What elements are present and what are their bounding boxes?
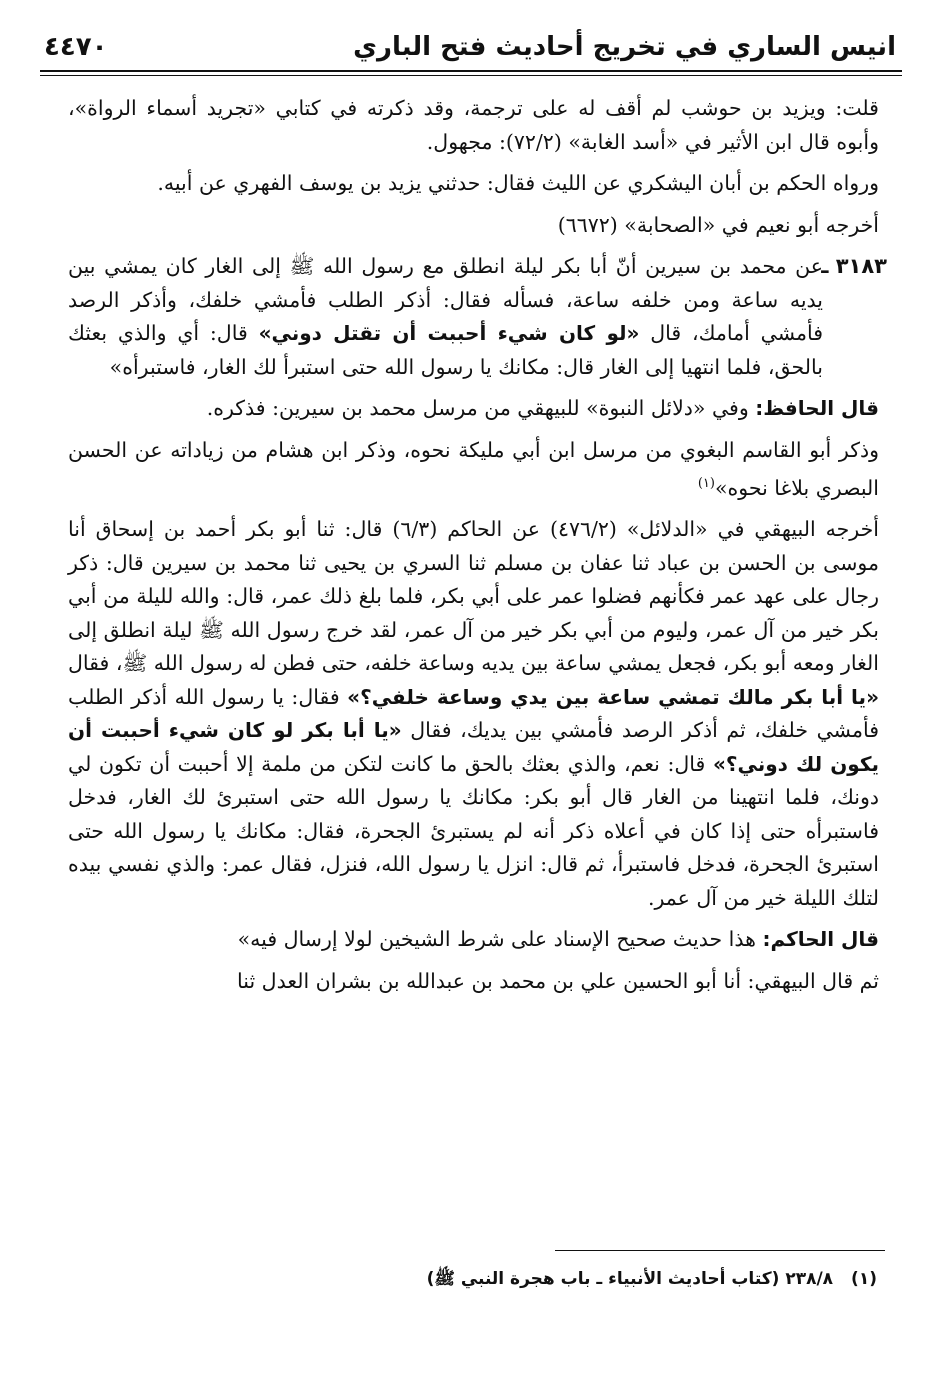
footnote-rule: [555, 1250, 885, 1251]
paragraph-note: قلت: ويزيد بن حوشب لم أقف له على ترجمة، وقد ذكرته في كتابي «تجريد أسماء الرواة»، وأبوه قال ابن الأثير في «أسد الغابة» (٧٢/٢): مجهول.: [68, 96, 879, 154]
paragraph-bayhaqi-isnad: ثم قال البيهقي: أنا أبو الحسين علي بن محمد بن عبدالله بن بشران العدل ثنا: [237, 968, 879, 993]
paragraph-bayhaqi: [68, 513, 879, 915]
baghawi-text: وذكر أبو القاسم البغوي من مرسل ابن أبي مليكة نحوه، وذكر ابن هشام من زياداته عن الحسن البصري بلاغا نحوه»: [68, 437, 879, 500]
paragraph-takhrij-abu-nuaym: أخرجه أبو نعيم في «الصحابة» (٦٦٧٢): [557, 212, 879, 237]
footnote-number: (١): [851, 1269, 877, 1289]
paragraph-hafiz: [68, 392, 879, 426]
paragraph-baghawi: [68, 434, 879, 506]
hafiz-text: وفي «دلائل النبوة» للبيهقي من مرسل محمد بن سيرين: فذكره.: [206, 396, 756, 420]
hadith-entry: [68, 250, 887, 384]
page-number: ٤٤٧٠: [44, 32, 108, 62]
header-title: انيس الساري في تخريج أحاديث فتح الباري: [353, 32, 896, 62]
bayhaqi-quote-bold: «يا أبا بكر لو كان شيء أحببت أن يكون لك دوني؟»: [68, 718, 879, 776]
bayhaqi-text-part: قال: نعم، والذي بعثك بالحق ما كانت لتكن من ملمة إلا أحببت أن تكون لي دونك، فلما انتهينا من الغار قال أبو بكر: مكانك يا رسول الله حتى استبرئ لك الغار، فدخل فاستبرأه حتى إذا كان في أعلاه ذكر أنه لم يستبرئ الجحرة، فقال: مكانك يا رسول الله حتى استبرئ الجحرة، فدخل فاستبرأ، ثم قال: انزل يا رسول الله، فنزل، فقال عمر: والذي نفسي بيده لتلك الليلة خير من آل عمر.: [68, 751, 879, 910]
bayhaqi-quote-bold: «يا أبا بكر مالك تمشي ساعة بين يدي وساعة خلفي؟»: [347, 684, 879, 709]
header-rule-thin: [40, 75, 902, 76]
bayhaqi-text-part: أخرجه البيهقي في «الدلائل» (٤٧٦/٢) عن الحاكم (٦/٣) قال: ثنا أبو بكر أحمد بن إسحاق أنا موسى بن الحسن بن عباد ثنا عفان بن مسلم ثنا السري بن يحيى ثنا محمد بن سيرين قال: ذكر رجال على عهد عمر فكأنهم فضلوا عمر على أبي بكر، فلما بلغ ذلك عمر، قال: والله لليلة من أبي بكر خير من آل عمر، وليوم من أبي بكر خير من آل عمر، لقد خرج رسول الله ﷺ ليلة انطلق إلى الغار ومعه أبو بكر، فجعل يمشي ساعة بين يديه وساعة خلفه، حتى فطن له رسول الله ﷺ، فقال: [68, 517, 879, 676]
hadith-text-part: قال: أي والذي بعثك بالحق، فلما انتهيا إلى الغار قال: مكانك يا رسول الله حتى استبرأ لك الغار، فاستبرأه»: [68, 321, 823, 379]
main-text: [68, 92, 887, 998]
paragraph-riwaya: ورواه الحكم بن أبان اليشكري عن الليث فقال: حدثني يزيد بن يوسف الفهري عن أبيه.: [157, 171, 879, 195]
hafiz-label: قال الحافظ:: [755, 396, 879, 420]
hakim-text: هذا حديث صحيح الإسناد على شرط الشيخين لولا إرسال فيه»: [237, 927, 763, 952]
footnote: [70, 1268, 877, 1293]
hadith-quote-bold: «لو كان شيء أحببت أن تقتل دوني»: [258, 321, 640, 345]
footnote-text: ٢٣٨/٨ (كتاب أحاديث الأنبياء ـ باب هجرة النبي ﷺ): [426, 1269, 834, 1289]
footnote-ref: (١): [697, 476, 715, 491]
running-header: [40, 30, 902, 74]
hadith-number: ٣١٨٣ ـ: [821, 254, 887, 278]
hakim-label: قال الحاكم:: [762, 927, 879, 952]
header-rule: [40, 70, 902, 72]
paragraph-hakim: [68, 923, 879, 957]
bayhaqi-text-part: فقال: يا رسول الله أذكر الطلب فأمشي خلفك، ثم أذكر الرصد فأمشي بين يديك، فقال: [68, 684, 879, 743]
hadith-text-part: عن محمد بن سيرين أنّ أبا بكر ليلة انطلق مع رسول الله ﷺ إلى الغار كان يمشي بين يديه ساعة ومن خلفه ساعة، فسأله فقال: أذكر الطلب فأمشي خلفك، وأذكر الرصد فأمشي أمامك، قال: [68, 254, 824, 345]
hadith-text: [68, 250, 823, 384]
